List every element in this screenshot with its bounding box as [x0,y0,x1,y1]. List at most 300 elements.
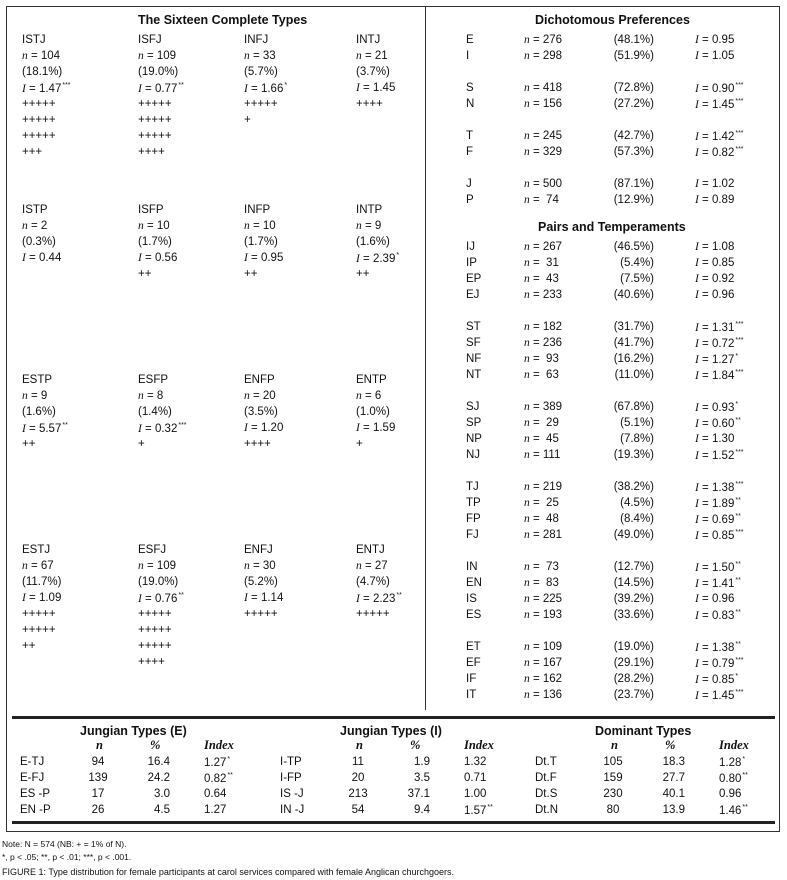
equals: = [143,560,157,572]
label-I: I [695,257,699,269]
significance-mark: ** [396,592,402,599]
type-n-text: 104 [40,50,61,62]
equals: = [698,642,712,654]
equals: = [698,131,712,143]
pref-label-text: EJ [466,289,480,301]
equals: = [25,592,39,604]
pref-n-text: 245 [542,130,563,142]
equals: = [361,220,375,232]
type-index-text: 2.23 [372,593,396,605]
pref-percent-text: (42.7%) [613,130,654,142]
type-plus-bar [138,146,165,158]
col-header-percent-text: % [410,738,421,752]
row-index-text: 1.46 [719,805,742,817]
row-n [595,772,631,784]
equals: = [249,220,263,232]
type-n [356,560,388,572]
equals: = [25,423,39,435]
equals: = [529,529,543,541]
row-n-text: 94 [91,756,105,768]
pref-label [466,146,473,158]
pref-n [524,417,559,429]
row-percent-text: 18.3 [662,756,685,768]
pref-percent-text: (33.6%) [613,609,654,621]
row-index-text: 0.64 [204,788,227,800]
equals: = [249,560,263,572]
pref-percent-text: (12.7%) [613,561,654,573]
row-n-text: 20 [351,772,365,784]
label-I: I [695,593,699,605]
equals: = [529,82,543,94]
equals: = [698,50,712,62]
significance-mark: *** [735,98,744,105]
row-percent [392,788,430,800]
pref-n [524,146,562,158]
pref-label [466,609,481,621]
row-index-text: 1.57 [464,805,487,817]
equals: = [698,354,712,366]
type-index-text: 1.14 [260,592,284,604]
row-index [464,788,486,800]
equals: = [698,322,712,334]
row-percent-text: 1.9 [414,756,430,768]
type-plus-bar-text: ++++ [138,656,165,668]
row-n-text: 17 [91,788,105,800]
equals: = [698,450,712,462]
pref-index-text: 1.27 [711,354,735,366]
type-index [22,252,61,264]
col-header-n-text: n [356,738,363,752]
type-percent-text: (3.5%) [244,406,278,418]
significance-mark: *** [735,337,744,344]
equals: = [698,289,712,301]
equals: = [698,99,712,111]
type-name-text: ISTP [22,204,48,216]
label-I: I [695,642,699,654]
row-label-text: E-FJ [20,772,45,784]
row-n-text: 213 [348,788,368,800]
pref-n-text: 156 [542,98,563,110]
pref-n-text: 74 [542,194,559,206]
col-header-n [356,738,363,753]
equals: = [529,513,543,525]
pref-index [695,98,744,111]
label-n: n [524,273,530,285]
significance-mark: *** [735,529,744,536]
pref-n-text: 93 [542,353,559,365]
type-n-text: 20 [262,390,276,402]
pref-n-text: 418 [542,82,563,94]
label-I: I [22,592,26,604]
equals: = [529,194,543,206]
equals: = [698,402,712,414]
row-percent [392,772,430,784]
pref-percent [598,609,654,621]
pref-percent-text: (19.3%) [613,449,654,461]
type-n-text: 9 [40,390,48,402]
pref-percent-text: (48.1%) [613,34,654,46]
type-index [356,592,402,605]
pref-n [524,577,559,589]
pref-n [524,657,562,669]
row-percent-text: 9.4 [414,804,430,816]
pref-index [695,529,744,542]
type-percent [244,576,278,588]
pref-label [466,417,481,429]
label-I: I [695,562,699,574]
col-header-percent-text: % [150,738,161,752]
type-name [138,544,166,556]
type-n-text: 67 [40,560,54,572]
equals: = [529,241,543,253]
type-plus-bar [138,98,172,110]
row-percent-text: 4.5 [154,804,170,816]
pref-n [524,641,562,653]
figure-caption: FIGURE 1: Type distribution for female participants at carol services compared with female Anglican churchgoers. [2,867,455,877]
significance-mark: *** [735,689,744,696]
pref-n [524,481,562,493]
pref-label-text: EF [466,657,481,669]
equals: = [143,50,157,62]
type-plus-bar-text: ++ [138,268,152,280]
type-n [356,220,381,232]
pref-index-text: 1.05 [711,50,735,62]
col-header-percent-text: % [665,738,676,752]
row-percent-text: 3.5 [414,772,430,784]
type-percent-text: (18.1%) [22,66,63,78]
pref-label-text: IN [466,561,478,573]
type-plus-bar-text: +++++ [244,98,278,110]
type-plus-bar [22,624,56,636]
label-I: I [138,83,142,95]
label-n: n [524,321,530,333]
label-I: I [695,370,699,382]
significance-mark: *** [735,449,744,456]
row-percent [647,804,685,816]
pref-label-text: FJ [466,529,479,541]
equals: = [529,178,543,190]
equals: = [698,83,712,95]
equals: = [359,82,373,94]
pref-index [695,82,744,95]
label-n: n [524,34,530,46]
row-label [20,772,44,784]
label-n: n [524,353,530,365]
label-n: n [244,220,250,232]
equals: = [143,390,157,402]
type-percent-text: (1.7%) [244,236,278,248]
label-n: n [524,641,530,653]
type-percent-text: (0.3%) [22,236,56,248]
type-percent [22,576,61,588]
row-index-text: 1.27 [204,757,227,769]
label-I: I [695,194,699,206]
equals: = [698,194,712,206]
type-percent [244,236,278,248]
pref-label-text: NP [466,433,482,445]
label-n: n [524,257,530,269]
equals: = [529,417,543,429]
pref-index [695,481,744,494]
pref-label-text: EN [466,577,482,589]
equals: = [698,578,712,590]
significance-mark: *** [735,146,744,153]
pref-label-text: S [466,82,474,94]
equals: = [529,369,543,381]
row-label [20,756,44,768]
significance-mark: ** [735,497,741,504]
pref-n-text: 298 [542,50,563,62]
label-I: I [356,253,360,265]
col-header-index-text: Index [719,738,749,752]
pref-n [524,561,559,573]
type-n-text: 33 [262,50,276,62]
top-rule [12,716,775,719]
label-n: n [524,241,530,253]
label-n: n [356,390,362,402]
col-header-index [204,738,234,753]
type-percent-text: (1.6%) [22,406,56,418]
pref-n [524,178,562,190]
type-plus-bar [138,640,172,652]
type-name-text: ENFJ [244,544,273,556]
group-title [595,724,691,738]
type-n-text: 109 [156,560,177,572]
row-percent-text: 27.7 [662,772,685,784]
pref-percent-text: (12.9%) [613,194,654,206]
label-I: I [695,131,699,143]
pref-percent [598,178,654,190]
pref-label-text: ET [466,641,481,653]
pref-index [695,289,734,301]
row-n [595,804,631,816]
pref-label [466,337,481,349]
type-plus-bar-text: +++++ [138,640,172,652]
row-n-text: 54 [351,804,365,816]
pref-index [695,609,741,622]
equals: = [698,674,712,686]
label-n: n [356,220,362,232]
pref-label-text: IJ [466,241,475,253]
pref-n [524,673,562,685]
pref-n [524,50,562,62]
pref-percent [598,449,654,461]
pref-label [466,497,481,509]
type-plus-bar [22,130,56,142]
pref-index [695,577,741,590]
type-plus-bar [138,656,165,668]
pref-index [695,497,741,510]
significance-mark: ** [735,561,741,568]
row-label-text: Dt.F [535,772,557,784]
type-n [138,220,170,232]
type-percent-text: (3.7%) [356,66,390,78]
pref-percent [598,593,654,605]
row-label-text: E-TJ [20,756,45,768]
row-label-text: Dt.S [535,788,558,800]
equals: = [529,257,543,269]
type-n [356,390,381,402]
pref-index-text: 1.08 [711,241,735,253]
label-n: n [524,689,530,701]
pref-percent-text: (19.0%) [613,641,654,653]
pref-n [524,497,559,509]
row-n-text: 159 [603,772,623,784]
label-I: I [695,482,699,494]
row-index [719,788,741,800]
pref-n-text: 63 [542,369,559,381]
row-index-text: 0.71 [464,772,487,784]
equals: = [247,252,261,264]
significance-mark: * [396,252,400,259]
row-n [80,772,116,784]
equals: = [529,609,543,621]
type-name-text: ENTP [356,374,387,386]
pref-n [524,130,562,142]
type-name-text: INFP [244,204,271,216]
row-index [204,756,230,769]
row-index [204,772,233,785]
type-percent-text: (1.7%) [138,236,172,248]
type-index [138,592,184,605]
equals: = [27,50,41,62]
type-plus-bar [356,268,369,280]
label-I: I [22,252,26,264]
row-percent-text: 3.0 [154,788,170,800]
pref-n [524,593,562,605]
pref-index [695,513,741,526]
type-name [356,374,387,386]
type-name [138,204,164,216]
pref-index-text: 0.79 [711,658,735,670]
pref-label-text: SJ [466,401,480,413]
label-I: I [695,450,699,462]
label-n: n [138,390,144,402]
significance-mark: ** [62,422,68,429]
note-significance: *, p < .05; **, p < .01; ***, p < .001. [2,852,132,862]
equals: = [529,337,543,349]
pref-label-text: NJ [466,449,481,461]
pref-index [695,178,734,190]
equals: = [247,592,261,604]
pref-percent [598,673,654,685]
label-I: I [138,423,142,435]
column-divider [425,6,426,710]
label-I: I [695,241,699,253]
row-percent-text: 40.1 [662,788,685,800]
type-name [22,544,50,556]
type-plus-bar-text: +++++ [138,98,172,110]
type-name-text: INFJ [244,34,269,46]
type-n-text: 27 [374,560,388,572]
row-n-text: 11 [352,756,364,768]
label-I: I [695,99,699,111]
equals: = [529,673,543,685]
row-n [340,756,376,768]
type-percent [356,406,390,418]
pref-label-text: J [466,178,472,190]
pref-index [695,257,734,269]
type-name [22,34,46,46]
type-name [22,374,52,386]
label-I: I [695,433,699,445]
pref-index [695,593,734,605]
significance-mark: ** [735,513,741,520]
pref-index-text: 0.72 [711,338,735,350]
type-plus-bar [244,114,251,126]
type-percent [22,406,56,418]
pref-n-text: 281 [542,529,563,541]
type-n-text: 9 [374,220,382,232]
type-percent [356,576,390,588]
row-n [80,788,116,800]
equals: = [529,689,543,701]
type-index [356,252,399,265]
pref-index-text: 1.52 [711,450,735,462]
row-percent-text: 24.2 [147,772,170,784]
pref-percent-text: (7.8%) [620,433,654,445]
type-n-text: 8 [156,390,164,402]
type-percent-text: (19.0%) [138,576,179,588]
pref-n-text: 45 [542,433,559,445]
pref-n-text: 109 [542,641,563,653]
type-name [356,544,385,556]
equals: = [698,530,712,542]
pref-label-text: P [466,194,474,206]
pref-index [695,369,744,382]
pref-percent-text: (11.0%) [614,369,654,381]
pref-n-text: 219 [542,481,563,493]
equals: = [529,401,543,413]
equals: = [27,220,41,232]
equals: = [529,353,543,365]
pref-index-text: 0.95 [711,34,735,46]
pref-n-text: 25 [542,497,559,509]
pref-label [466,513,481,525]
label-I: I [244,252,248,264]
label-n: n [244,390,250,402]
pref-n [524,689,562,701]
pref-percent-text: (87.1%) [613,178,654,190]
label-n: n [138,560,144,572]
label-I: I [695,178,699,190]
row-label [535,788,557,800]
pref-index-text: 1.42 [711,131,735,143]
type-name [356,34,380,46]
pref-index-text: 0.96 [711,289,735,301]
type-plus-bar-text: + [356,438,363,450]
pref-percent [598,241,654,253]
type-name-text: INTJ [356,34,381,46]
type-index-text: 0.32 [154,423,178,435]
label-I: I [244,422,248,434]
type-percent [138,236,172,248]
pref-label [466,433,482,445]
pref-index-text: 1.38 [711,642,735,654]
label-n: n [524,130,530,142]
pref-percent [598,50,654,62]
pref-percent-text: (49.0%) [613,529,654,541]
pref-n-text: 193 [542,609,563,621]
type-plus-bar [138,114,172,126]
type-plus-bar [22,608,56,620]
pref-index-text: 1.84 [711,370,735,382]
type-n [22,50,60,62]
label-n: n [138,220,144,232]
type-index-text: 0.44 [38,252,62,264]
label-n: n [244,50,250,62]
label-I: I [356,82,360,94]
